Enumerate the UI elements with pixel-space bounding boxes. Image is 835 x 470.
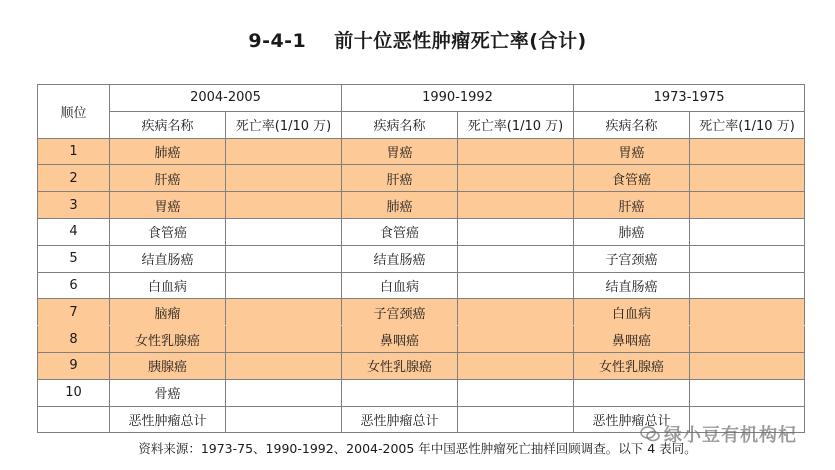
disease-cell: 胰腺癌: [110, 352, 226, 379]
rate-cell: [458, 326, 574, 353]
rate-cell: [226, 192, 342, 219]
disease-cell: 食管癌: [110, 218, 226, 245]
rate-cell: [458, 352, 574, 379]
period-header-1973: 1973-1975: [574, 85, 805, 112]
disease-cell: 结直肠癌: [574, 272, 690, 299]
table-row: [38, 326, 805, 353]
disease-cell: 白血病: [574, 299, 690, 326]
table-row: [38, 352, 805, 379]
rate-header: 死亡率(1/10 万): [226, 111, 342, 138]
rate-cell: [226, 406, 342, 433]
chat-bubble-icon: [640, 425, 660, 448]
table-row: [38, 165, 805, 192]
disease-cell: 肝癌: [110, 165, 226, 192]
disease-cell: 子宫颈癌: [342, 299, 458, 326]
disease-cell: 结直肠癌: [110, 245, 226, 272]
disease-cell: 脑瘤: [110, 299, 226, 326]
table-row: [38, 192, 805, 219]
table-row: [38, 245, 805, 272]
rate-cell: [690, 326, 805, 353]
disease-header: 疾病名称: [110, 111, 226, 138]
total-cell: 恶性肿瘤总计: [110, 406, 226, 433]
total-cell: 恶性肿瘤总计: [342, 406, 458, 433]
disease-header: 疾病名称: [574, 111, 690, 138]
table-number: 9-4-1: [248, 30, 307, 52]
rate-cell: [458, 299, 574, 326]
table-title: [0, 26, 835, 53]
disease-cell: 女性乳腺癌: [110, 326, 226, 353]
rank-cell: 2: [38, 165, 110, 192]
rate-cell: [458, 218, 574, 245]
rate-cell: [458, 406, 574, 433]
table-row: [38, 299, 805, 326]
rate-cell: [690, 245, 805, 272]
source-note: 资料来源：1973-75、1990-1992、2004-2005 年中国恶性肿瘤死亡抽样回顾调查。以下 4 表同。: [138, 441, 697, 456]
watermark-text: 绿小豆有机构杞: [664, 425, 797, 446]
rate-cell: [690, 192, 805, 219]
rate-header: 死亡率(1/10 万): [458, 111, 574, 138]
rate-cell: [226, 352, 342, 379]
disease-cell: 肺癌: [574, 218, 690, 245]
disease-cell: 肝癌: [342, 165, 458, 192]
period-header-2004: 2004-2005: [110, 85, 342, 112]
disease-cell: 女性乳腺癌: [342, 352, 458, 379]
mortality-table: [37, 84, 805, 433]
disease-header: 疾病名称: [342, 111, 458, 138]
disease-cell: 胃癌: [574, 138, 690, 165]
disease-cell: 女性乳腺癌: [574, 352, 690, 379]
disease-cell: 子宫颈癌: [574, 245, 690, 272]
total-cell: 恶性肿瘤总计: [574, 406, 690, 433]
disease-cell: 食管癌: [574, 165, 690, 192]
table-title-text: 前十位恶性肿瘤死亡率(合计): [334, 30, 587, 52]
disease-cell: 鼻咽癌: [342, 326, 458, 353]
rank-header: 顺位: [38, 85, 110, 139]
rank-cell: 6: [38, 272, 110, 299]
rate-cell: [226, 138, 342, 165]
rate-cell: [458, 245, 574, 272]
rank-cell: 7: [38, 299, 110, 326]
table-row: [38, 272, 805, 299]
rank-cell: 1: [38, 138, 110, 165]
disease-cell: 结直肠癌: [342, 245, 458, 272]
rate-cell: [226, 379, 342, 406]
disease-cell: 胃癌: [110, 192, 226, 219]
rate-cell: [226, 272, 342, 299]
rate-cell: [690, 272, 805, 299]
disease-cell: 胃癌: [342, 138, 458, 165]
rank-cell: 4: [38, 218, 110, 245]
rate-cell: [458, 165, 574, 192]
disease-cell: 肺癌: [342, 192, 458, 219]
period-header-1990: 1990-1992: [342, 85, 574, 112]
disease-cell: 鼻咽癌: [574, 326, 690, 353]
rate-cell: [458, 379, 574, 406]
table-row: [38, 218, 805, 245]
disease-cell: 白血病: [110, 272, 226, 299]
rank-cell: [38, 406, 110, 433]
rate-cell: [690, 218, 805, 245]
rate-cell: [226, 299, 342, 326]
rate-cell: [458, 272, 574, 299]
rate-cell: [458, 192, 574, 219]
rate-cell: [458, 138, 574, 165]
disease-cell: 食管癌: [342, 218, 458, 245]
rank-cell: 3: [38, 192, 110, 219]
disease-cell: 肝癌: [574, 192, 690, 219]
disease-cell: 肺癌: [110, 138, 226, 165]
rate-header: 死亡率(1/10 万): [690, 111, 805, 138]
table-row: [38, 379, 805, 406]
rate-cell: [690, 379, 805, 406]
rate-cell: [226, 165, 342, 192]
watermark: [640, 421, 797, 448]
table-row: [38, 138, 805, 165]
rank-cell: 8: [38, 326, 110, 353]
disease-cell: 骨癌: [110, 379, 226, 406]
rate-cell: [226, 245, 342, 272]
disease-cell: [574, 379, 690, 406]
rank-cell: 9: [38, 352, 110, 379]
rate-cell: [690, 352, 805, 379]
rank-cell: 10: [38, 379, 110, 406]
rate-cell: [226, 326, 342, 353]
rate-cell: [690, 299, 805, 326]
rank-cell: 5: [38, 245, 110, 272]
rate-cell: [226, 218, 342, 245]
disease-cell: [342, 379, 458, 406]
rate-cell: [690, 165, 805, 192]
disease-cell: 白血病: [342, 272, 458, 299]
rate-cell: [690, 138, 805, 165]
